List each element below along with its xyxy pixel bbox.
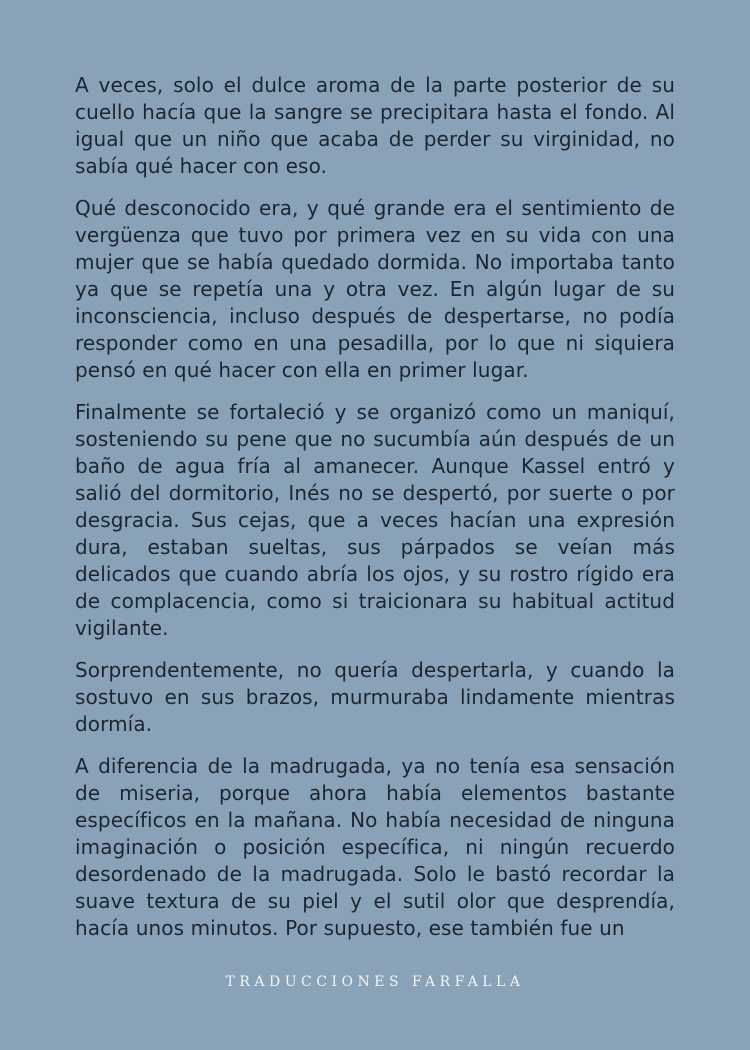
paragraph-3: Finalmente se fortaleció y se organizó como un maniquí, sosteniendo su pene que no sucumbía aún después de un baño de agua fría al amanecer. Aunque Kassel entró y salió del dormitorio, Inés no se despertó, por suerte o por desgracia. Sus cejas, que a veces hacían una expresión dura, estaban sueltas, sus párpados se veían más delicados que cuando abría los ojos, y su rostro rígido era de complacencia, como si traicionara su habitual actitud vigilante. <box>75 400 675 640</box>
paragraph-1: A veces, solo el dulce aroma de la parte posterior de su cuello hacía que la sangre se precipitara hasta el fondo. Al igual que un niño que acaba de perder su virginidad, no sabía qué hacer con eso. <box>75 73 675 178</box>
paragraph-2: Qué desconocido era, y qué grande era el sentimiento de vergüenza que tuvo por primera vez en su vida con una mujer que se había quedado dormida. No importaba tanto ya que se repetía una y otra vez. En algún lugar de su inconsciencia, incluso después de despertarse, no podía responder como en una pesadilla, por lo que ni siquiera pensó en qué hacer con ella en primer lugar. <box>75 196 675 382</box>
paragraph-5: A diferencia de la madrugada, ya no tenía esa sensación de miseria, porque ahora había elementos bastante específicos en la mañana. No había necesidad de ninguna imaginación o posición específica, ni ningún recuerdo desordenado de la madrugada. Solo le bastó recordar la suave textura de su piel y el sutil olor que desprendía, hacía unos minutos. Por supuesto, ese también fue un <box>75 754 675 940</box>
body-text <box>75 72 675 957</box>
footer-credit: TRADUCCIONES FARFALLA <box>225 974 525 990</box>
paragraph-4: Sorprendentemente, no quería despertarla, y cuando la sostuvo en sus brazos, murmuraba lindamente mientras dormía. <box>75 658 675 736</box>
